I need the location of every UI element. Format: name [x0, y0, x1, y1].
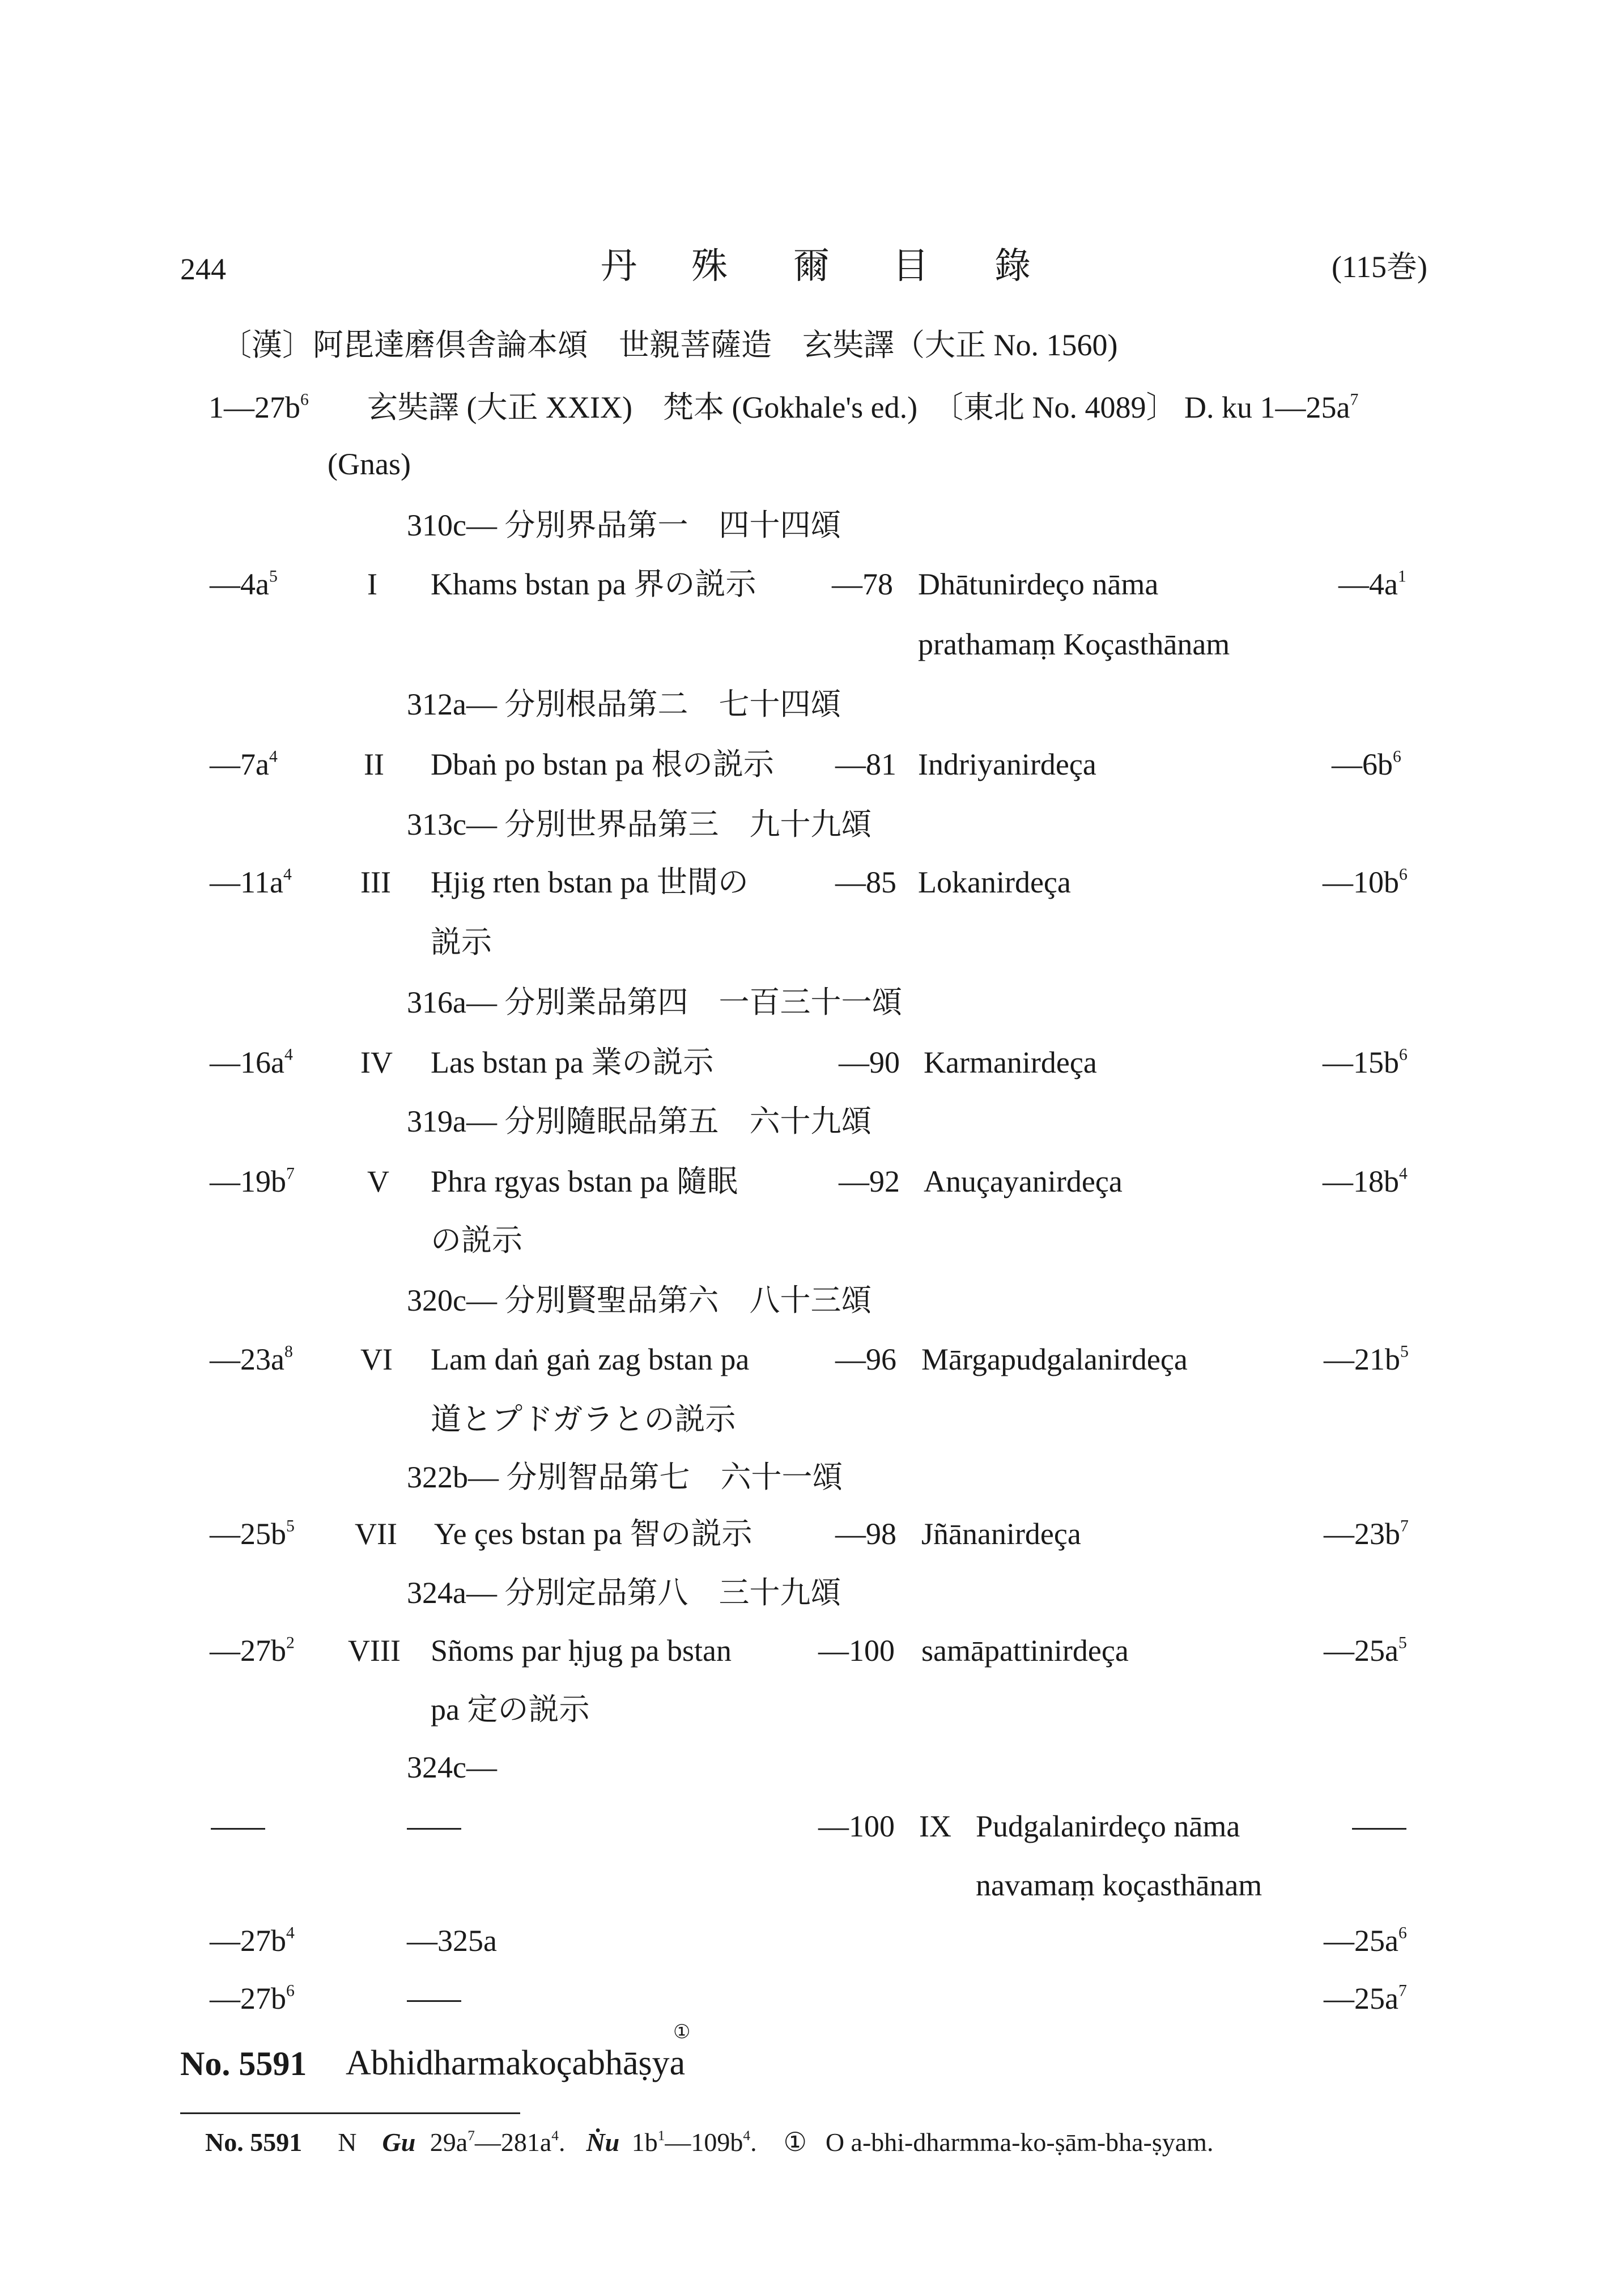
roman-numeral: III [360, 865, 391, 899]
tibetan-title: 道とプドガラとの説示 [431, 1402, 736, 1436]
title-char: 目 [892, 246, 929, 286]
roman-numeral: IX [919, 1809, 951, 1843]
footnote-marker: ① [673, 2022, 691, 2043]
footnote-marker: ① [783, 2128, 807, 2157]
left-ref: $—19b^7$ [210, 1164, 295, 1198]
entry-title: Abhidharmakoçabhāṣya [346, 2044, 686, 2082]
footnote-n: N [338, 2128, 357, 2157]
chinese-heading: 319a— 分別隨眠品第五 六十九頌 [407, 1104, 872, 1138]
page-ref: —100 [818, 1809, 895, 1843]
left-ref: $—27b^6$ [210, 1982, 295, 2016]
title-char: 錄 [994, 246, 1031, 286]
blank-dash [1352, 1828, 1406, 1830]
chinese-heading: 316a— 分別業品第四 一百三十一頌 [407, 985, 903, 1019]
intro-line-3: (Gnas) [328, 447, 411, 481]
sanskrit-title: Pudgalanirdeço nāma [976, 1809, 1240, 1843]
entry-number: No. 5591 [180, 2045, 307, 2082]
chinese-heading: 312a— 分別根品第二 七十四頌 [407, 687, 841, 721]
tibetan-title: Ye çes bstan pa 智の説示 [434, 1517, 753, 1551]
right-ref: $—21b^5$ [1324, 1342, 1409, 1376]
footnote-text: O a-bhi-dharmma-ko-ṣām-bha-ṣyam. [825, 2128, 1214, 2157]
page-ref: —100 [818, 1634, 895, 1668]
page-ref: —96 [835, 1342, 896, 1376]
tibetan-title: Lam daṅ gaṅ zag bstan pa [431, 1342, 750, 1376]
left-ref: $—25b^5$ [210, 1517, 295, 1551]
title-char: 殊 [691, 246, 728, 286]
tibetan-title: Ḥjig rten bstan pa 世間の [431, 865, 749, 899]
page-ref: —85 [835, 865, 896, 899]
roman-numeral: VII [355, 1517, 397, 1551]
sanskrit-title: Karmanirdeça [924, 1045, 1097, 1079]
right-ref: $—25a^6$ [1324, 1924, 1407, 1958]
right-ref: $—4a^1$ [1338, 567, 1406, 601]
running-title [601, 248, 1031, 288]
middle-ref: —325a [407, 1924, 497, 1958]
right-ref: $—23b^7$ [1324, 1517, 1409, 1551]
left-ref: $—7a^4$ [210, 747, 278, 781]
page-ref: —78 [832, 567, 893, 601]
roman-numeral: II [364, 747, 384, 781]
footnote-nu: Ṅu [586, 2128, 620, 2157]
sanskrit-title: Dhātunirdeço nāma [918, 567, 1159, 601]
sanskrit-title: prathamaṃ Koçasthānam [918, 627, 1230, 661]
tibetan-title: Sñoms par ḥjug pa bstan [431, 1634, 732, 1668]
left-ref: $—16a^4$ [210, 1045, 293, 1079]
intro-line-2: 玄奘譯 (大正 XXIX) 梵本 (Gokhale's ed.) 〔東北 No. 4089〕 D. ku $1—25a^7$ [367, 390, 1359, 424]
right-ref: $—25a^5$ [1324, 1634, 1407, 1668]
right-ref: $—10b^6$ [1323, 865, 1408, 899]
tibetan-title: Khams bstan pa 界の説示 [431, 567, 756, 601]
volume-label: (115巻) [1332, 250, 1427, 284]
page-ref: —90 [839, 1045, 900, 1079]
chinese-heading: 310c— 分別界品第一 四十四頌 [407, 508, 841, 542]
right-ref: $—6b^6$ [1332, 747, 1401, 781]
footnote: No. 5591 N Gu $29a^7—281a^4$. Ṅu $1b^1—109b^4$. ① O a-bhi-dharmma-ko-ṣām-bha-ṣyam. [205, 2128, 1214, 2157]
page-number: 244 [180, 252, 226, 286]
right-ref: $—25a^7$ [1324, 1982, 1407, 2016]
roman-numeral: V [367, 1164, 389, 1198]
tibetan-title: の説示 [431, 1223, 522, 1257]
chinese-heading: 320c— 分別賢聖品第六 八十三頌 [407, 1283, 872, 1317]
left-ref: $—23a^8$ [210, 1342, 293, 1376]
roman-numeral: VIII [348, 1634, 401, 1668]
roman-numeral: IV [360, 1045, 393, 1079]
roman-numeral: VI [360, 1342, 393, 1376]
chinese-heading: 324a— 分別定品第八 三十九頌 [407, 1576, 841, 1610]
left-ref: $—27b^4$ [210, 1924, 295, 1958]
sanskrit-title: Indriyanirdeça [918, 747, 1096, 781]
footnote-gu: Gu [382, 2128, 416, 2157]
blank-dash [407, 2000, 461, 2002]
chinese-heading: 324c— [407, 1750, 497, 1784]
footnote-rule [180, 2112, 520, 2114]
sanskrit-title: Mārgapudgalanirdeça [921, 1342, 1188, 1376]
page-ref: —98 [835, 1517, 896, 1551]
tibetan-title: Las bstan pa 業の説示 [431, 1045, 714, 1079]
tibetan-title: 説示 [431, 925, 492, 959]
sanskrit-title: samāpattinirdeça [921, 1634, 1129, 1668]
blank-dash [211, 1828, 265, 1830]
tibetan-title: pa 定の説示 [431, 1693, 590, 1727]
title-char: 丹 [601, 246, 637, 286]
page-ref: —92 [839, 1164, 900, 1198]
page-ref: —81 [835, 747, 896, 781]
left-ref: $—4a^5$ [210, 567, 278, 601]
left-ref: $—11a^4$ [210, 865, 292, 899]
footnote-number: No. 5591 [205, 2128, 303, 2157]
sanskrit-title: Jñānanirdeça [921, 1517, 1081, 1551]
sanskrit-title: navamaṃ koçasthānam [976, 1868, 1262, 1902]
blank-dash [407, 1828, 461, 1830]
title-char: 爾 [793, 246, 830, 286]
chinese-heading: 322b— 分別智品第七 六十一頌 [407, 1460, 843, 1494]
right-ref: $—18b^4$ [1323, 1164, 1408, 1198]
intro-line-1: 〔漢〕阿毘達磨倶舎論本頌 世親菩薩造 玄奘譯（大正 No. 1560) [221, 328, 1118, 362]
intro-ref: $1—27b^6$ [209, 390, 309, 424]
left-ref: $—27b^2$ [210, 1634, 295, 1668]
sanskrit-title: Anuçayanirdeça [924, 1164, 1123, 1198]
chinese-heading: 313c— 分別世界品第三 九十九頌 [407, 807, 872, 841]
right-ref: $—15b^6$ [1323, 1045, 1408, 1079]
sanskrit-title: Lokanirdeça [918, 865, 1071, 899]
tibetan-title: Dbaṅ po bstan pa 根の説示 [431, 747, 774, 781]
roman-numeral: I [367, 567, 377, 601]
tibetan-title: Phra rgyas bstan pa 隨眠 [431, 1164, 738, 1198]
